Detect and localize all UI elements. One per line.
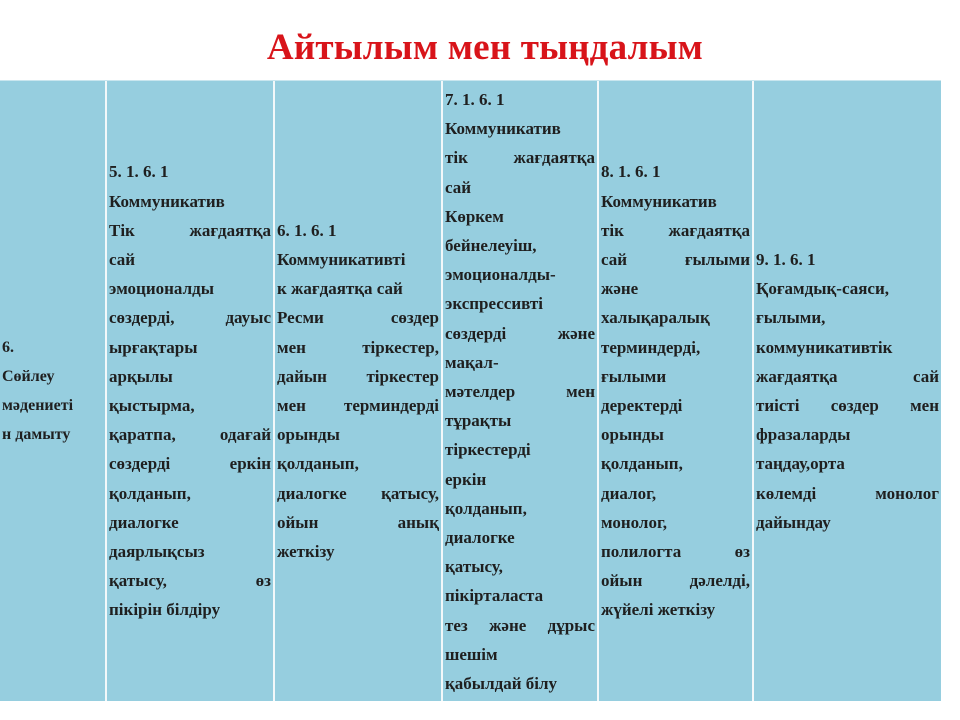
cell-line: қолданып, <box>109 483 191 503</box>
cell-line: ойын дәлелді, <box>601 571 750 591</box>
cell-line: халықаралық <box>601 308 710 328</box>
cell-line: Ресми сөздер <box>277 308 439 328</box>
cell-line: қатысу, <box>445 557 503 577</box>
cell-line: тік жағдаятқа <box>445 148 595 168</box>
cell-line: тиісті сөздер мен <box>756 396 939 415</box>
cell-text <box>601 157 750 624</box>
cell-line: сай <box>445 177 472 197</box>
cell-text <box>756 245 939 537</box>
cell-line: сөздерді, дауыс <box>109 308 271 328</box>
cell-line: қатысу, өз <box>109 571 271 591</box>
cell-line: Коммуникатив <box>445 119 561 139</box>
cell-line: таңдау,орта <box>756 454 845 474</box>
cell-line: мәтелдер мен <box>445 382 595 402</box>
cell-line: к жағдаятқа сай <box>277 279 403 299</box>
cell-text <box>277 216 439 566</box>
cell-line: орынды <box>601 425 664 445</box>
cell-line: мен тіркестер, <box>277 337 439 357</box>
cell-line: сөздерді еркін <box>109 454 271 474</box>
cell-line: 5. 1. 6. 1 <box>109 162 169 182</box>
cell-line: жеткізу <box>277 542 335 562</box>
cell-text <box>445 85 595 698</box>
cell-line: қыстырма, <box>109 396 195 415</box>
cell-line: диалогке <box>109 512 179 532</box>
cell-line: Сөйлеу <box>2 368 55 385</box>
table-cell-grade-9 <box>754 81 941 701</box>
cell-line: пікірталаста <box>445 586 544 606</box>
cell-line: тік жағдаятқа <box>601 220 750 240</box>
cell-line: даярлықсыз <box>109 542 205 562</box>
table-cell-grade-5 <box>107 81 275 701</box>
cell-line: диалогке <box>445 528 515 548</box>
cell-line: сай ғылыми <box>601 249 750 269</box>
cell-line: монолог, <box>601 512 668 532</box>
cell-line: дайындау <box>756 512 831 532</box>
page-title: Айтылым мен тыңдалым <box>266 27 704 68</box>
cell-line: 6. <box>2 339 14 356</box>
curriculum-table <box>0 80 941 701</box>
cell-line: қаратпа, одағай <box>109 425 271 445</box>
cell-line: тұрақты <box>445 411 512 431</box>
cell-line: қолданып, <box>601 454 683 474</box>
cell-line: полилогта өз <box>601 542 750 562</box>
cell-text <box>2 333 103 449</box>
cell-line: терминдерді, <box>601 337 701 357</box>
cell-line: сай <box>109 249 136 269</box>
cell-line: қабылдай білу <box>445 674 558 694</box>
cell-line: тез және дұрыс <box>445 615 595 635</box>
cell-line: жүйелі жеткізу <box>601 600 716 620</box>
cell-line: Коммуникативті <box>277 249 406 269</box>
cell-line: ойын анық <box>277 512 439 532</box>
cell-line: диалог, <box>601 483 657 503</box>
cell-line: және <box>601 279 639 299</box>
cell-line: фразаларды <box>756 425 851 445</box>
cell-line: экспрессивті <box>445 294 543 314</box>
cell-line: 6. 1. 6. 1 <box>277 220 337 240</box>
cell-line: жағдаятқа сай <box>756 366 939 386</box>
cell-text <box>109 157 271 624</box>
cell-line: н дамыту <box>2 426 71 443</box>
cell-line: 7. 1. 6. 1 <box>445 90 505 109</box>
cell-line: мақал- <box>445 352 499 372</box>
table-cell-section <box>0 81 107 701</box>
cell-line: деректерді <box>601 396 683 415</box>
cell-line: эмоционалды <box>109 279 214 299</box>
cell-line: көлемді монолог <box>756 483 939 503</box>
cell-line: бейнелеуіш, <box>445 236 537 256</box>
cell-line: диалогке қатысу, <box>277 483 439 503</box>
cell-line: ырғақтары <box>109 337 198 357</box>
table-cell-grade-6 <box>275 81 443 701</box>
cell-line: ғылыми <box>601 366 667 386</box>
table-cell-grade-8 <box>599 81 754 701</box>
cell-line: ғылыми, <box>756 308 826 328</box>
cell-line: Тік жағдаятқа <box>109 220 271 240</box>
cell-line: Коммуникатив <box>601 191 717 211</box>
cell-line: шешім <box>445 644 498 664</box>
cell-line: қолданып, <box>277 454 359 474</box>
cell-line: пікірін білдіру <box>109 600 221 620</box>
cell-line: мәдениеті <box>2 397 74 414</box>
cell-line: Көркем <box>445 206 504 226</box>
cell-line: коммуникативтік <box>756 337 893 357</box>
cell-line: еркін <box>445 469 487 489</box>
cell-line: эмоционалды- <box>445 265 556 285</box>
cell-line: қолданып, <box>445 498 527 518</box>
table-cell-grade-7 <box>443 81 599 701</box>
cell-line: Қоғамдық-саяси, <box>756 279 889 299</box>
cell-line: мен терминдерді <box>277 396 439 415</box>
cell-line: тіркестерді <box>445 440 531 460</box>
cell-line: арқылы <box>109 366 173 386</box>
cell-line: 9. 1. 6. 1 <box>756 249 816 269</box>
cell-line: Коммуникатив <box>109 191 225 211</box>
cell-line: 8. 1. 6. 1 <box>601 162 661 182</box>
cell-line: сөздерді және <box>445 323 595 343</box>
cell-line: орынды <box>277 425 340 445</box>
cell-line: дайын тіркестер <box>277 366 439 386</box>
